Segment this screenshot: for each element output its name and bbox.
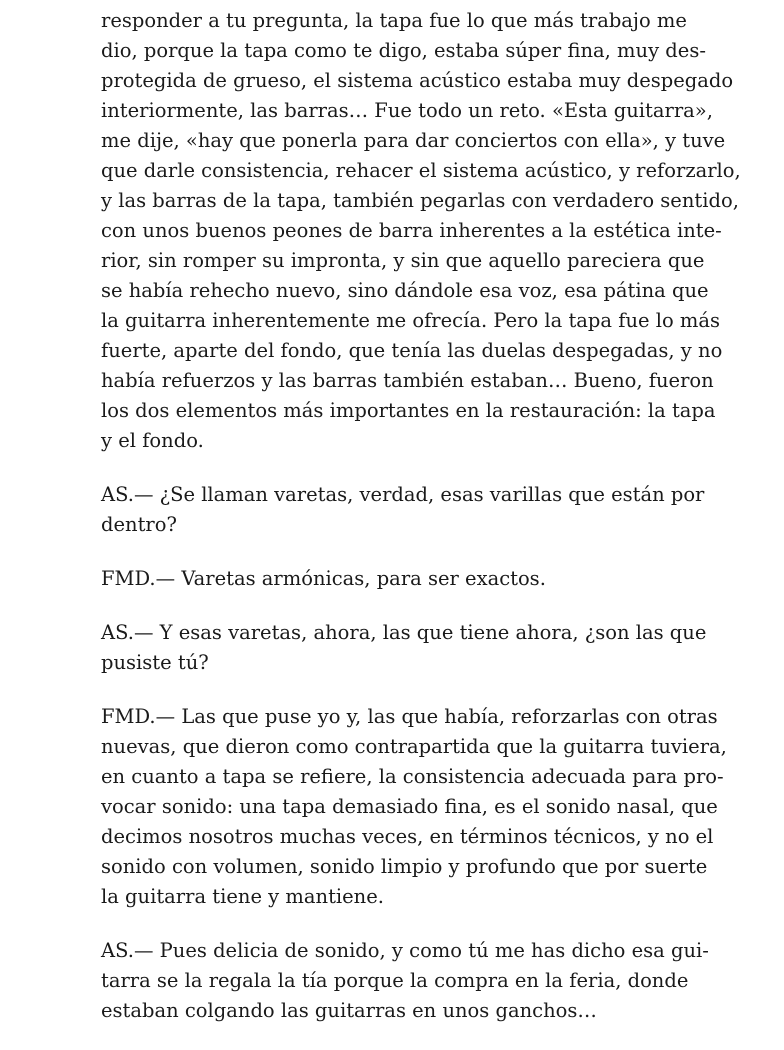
paragraph [101, 6, 741, 456]
text-line: los dos elementos más importantes en la restauración: la tapa [101, 399, 716, 422]
text-line: sonido con volumen, sonido limpio y profundo que por suerte [101, 855, 708, 878]
text-line: pusiste tú? [101, 651, 209, 674]
text-line: la guitarra tiene y mantiene. [101, 885, 384, 908]
text-line: dentro? [101, 513, 177, 536]
text-line: me dije, «hay que ponerla para dar conciertos con ella», y tuve [101, 129, 726, 152]
text-line: con unos buenos peones de barra inherentes a la estética inte- [101, 219, 722, 242]
paragraph [101, 702, 727, 912]
text-line: rior, sin romper su impronta, y sin que aquello pareciera que [101, 249, 705, 272]
text-line: protegida de grueso, el sistema acústico estaba muy despegado [101, 69, 734, 92]
paragraph [101, 480, 705, 540]
text-line: en cuanto a tapa se refiere, la consistencia adecuada para pro- [101, 765, 724, 788]
text-line: había refuerzos y las barras también estaban… Bueno, fueron [101, 369, 714, 392]
text-line: decimos nosotros muchas veces, en términos técnicos, y no el [101, 825, 714, 848]
text-line: fuerte, aparte del fondo, que tenía las duelas despegadas, y no [101, 339, 723, 362]
text-line: AS.— Y esas varetas, ahora, las que tiene ahora, ¿son las que [101, 621, 707, 644]
paragraph [101, 936, 709, 1026]
text-line: FMD.— Varetas armónicas, para ser exactos. [101, 567, 546, 590]
text-line: se había rehecho nuevo, sino dándole esa voz, esa pátina que [101, 279, 709, 302]
text-line: que darle consistencia, rehacer el sistema acústico, y reforzarlo, [101, 159, 741, 182]
text-line: y las barras de la tapa, también pegarlas con verdadero sentido, [101, 189, 739, 212]
text-line: tarra se la regala la tía porque la compra en la feria, donde [101, 969, 689, 992]
text-line: dio, porque la tapa como te digo, estaba súper fina, muy des- [101, 39, 706, 62]
text-line: AS.— Pues delicia de sonido, y como tú me has dicho esa gui- [101, 939, 709, 962]
text-line: vocar sonido: una tapa demasiado fina, es el sonido nasal, que [101, 795, 718, 818]
text-line: interiormente, las barras… Fue todo un reto. «Esta guitarra», [101, 99, 713, 122]
document-page [101, 6, 741, 1050]
text-line: FMD.— Las que puse yo y, las que había, reforzarlas con otras [101, 705, 718, 728]
text-line: nuevas, que dieron como contrapartida que la guitarra tuviera, [101, 735, 727, 758]
text-line: y el fondo. [101, 429, 204, 452]
text-line: AS.— ¿Se llaman varetas, verdad, esas varillas que están por [101, 483, 705, 506]
text-line: estaban colgando las guitarras en unos ganchos… [101, 999, 597, 1022]
paragraph [101, 564, 672, 594]
text-line: responder a tu pregunta, la tapa fue lo que más trabajo me [101, 9, 687, 32]
paragraph [101, 618, 707, 678]
text-line: la guitarra inherentemente me ofrecía. Pero la tapa fue lo más [101, 309, 721, 332]
